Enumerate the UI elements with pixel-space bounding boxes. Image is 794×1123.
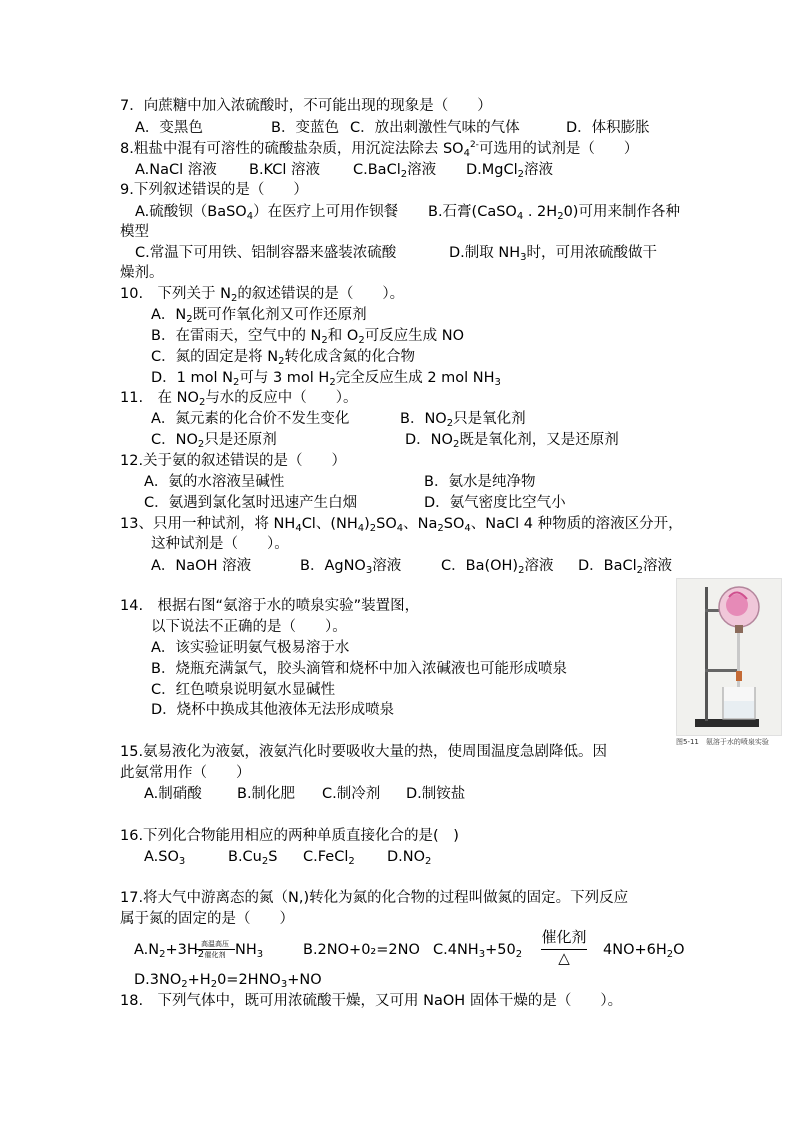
q12-option-d: D．氨气密度比空气小	[424, 495, 566, 511]
q12-option-a: A．氨的水溶液呈碱性	[144, 474, 285, 490]
q9-stem: 9.下列叙述错误的是（ ）	[120, 182, 308, 198]
q7-option-a: A．变黑色	[135, 120, 203, 136]
fountain-experiment-figure	[676, 578, 782, 736]
q9-option-b: B.石膏(CaSO$_4$ . $2H_20$)可用来制作各种	[428, 204, 680, 222]
q14-option-a: A．该实验证明氨气极易溶于水	[151, 640, 350, 656]
q16-option-d: $D.NO_2$	[387, 849, 432, 867]
q14-stem: 14. 根据右图“氨溶于水的喷泉实验”装置图，	[120, 598, 420, 614]
q15-stem: 15.氨易液化为液氨，液氨汽化时要吸收大量的热，使周围温度急剧降低。因	[120, 744, 608, 760]
q13-option-b: B．AgNO$_3$溶液	[300, 558, 402, 576]
q7-option-d: D．体积膨胀	[566, 120, 650, 136]
q10-option-d: D．1 mol $N_2$可与 3 mol $H_2$完全反应生成 2 mol $NH_3$	[151, 370, 501, 388]
q18-stem: 18. 下列气体中，既可用浓硫酸干燥，又可用 NaOH 固体干燥的是（ ）。	[120, 993, 623, 1009]
q12-stem: 12.关于氨的叙述错误的是（ ）	[120, 453, 347, 469]
q17-stem-cont: 属于氮的固定的是（ ）	[120, 911, 294, 927]
q15-option-c: C.制冷剂	[322, 786, 381, 802]
q16-option-b: $B.Cu_2S$	[228, 849, 278, 867]
q14-option-b: B．烧瓶充满氯气，胶头滴管和烧杯中加入浓碱液也可能形成喷泉	[151, 661, 567, 677]
q16-option-c: C.FeCl$_2$	[303, 849, 355, 867]
q11-option-a: A．氮元素的化合价不发生变化	[151, 411, 350, 427]
q11-option-d: D．$NO_2$既是氧化剂，又是还原剂	[405, 432, 619, 450]
q13-option-d: D．BaCl$_2$溶液	[578, 558, 673, 576]
q15-option-b: B.制化肥	[237, 786, 296, 802]
q7-option-c: C．放出刺激性气味的气体	[350, 120, 520, 136]
q16-option-a: $A.SO_3$	[144, 849, 186, 867]
q8-option-d: D.MgCl$_2$溶液	[466, 162, 554, 180]
q13-stem-cont: 这种试剂是（ ）。	[151, 536, 289, 552]
q10-option-b: B．在雷雨天，空气中的 $N_2$和 $O_2$可反应生成 NO	[151, 328, 465, 346]
q16-stem: 16.下列化合物能用相应的两种单质直接化合的是( )	[120, 828, 459, 844]
q13-stem: 13、只用一种试剂，将 $NH_4Cl$、$(NH_4)_2SO_4$、$Na_2SO_4$、NaCl 4 种物质的溶液区分开，	[120, 516, 683, 534]
q10-stem: 10. 下列关于 $N_2$的叙述错误的是（ ）。	[120, 286, 405, 304]
q9-option-d-cont: 燥剂。	[120, 265, 164, 281]
q14-stem-cont: 以下说法不正确的是（ ）。	[151, 619, 347, 635]
q10-option-c: C．氮的固定是将 $N_2$转化成含氮的化合物	[151, 349, 415, 367]
q8-option-b: B.KCl 溶液	[249, 162, 321, 178]
q17-option-b: B.2NO+0₂=2NO	[303, 942, 420, 958]
q9-option-d: D.制取 $NH_3$时，可用浓硫酸做干	[449, 245, 658, 263]
q7-option-b: B．变蓝色	[271, 120, 339, 136]
q12-option-b: B．氨水是纯净物	[424, 474, 536, 490]
q9-option-a: A.硫酸钡（BaSO$_4$）在医疗上可用作钡餐	[135, 204, 399, 222]
fountain-apparatus-illustration	[677, 579, 781, 735]
q17-option-d: $D.3NO_2+H_20=2HNO_3+NO$	[134, 972, 322, 990]
q17-option-a-product: $NH_3$	[235, 942, 264, 960]
q7-stem: 7．向蔗糖中加入浓硫酸时，不可能出现的现象是（ ）	[120, 98, 492, 114]
q17-option-a-reactants: $A.N_2+3H_2$	[134, 942, 205, 960]
q8-stem: 8.粗盐中混有可溶性的硫酸盐杂质，用沉淀法除去 $SO_4^{2-}$可选用的试剂是（ ）	[120, 140, 639, 159]
q8-option-a: A.NaCl 溶液	[135, 162, 217, 178]
q15-stem-cont: 此氨常用作（ ）	[120, 765, 251, 781]
q14-option-c: C．红色喷泉说明氨水显碱性	[151, 682, 336, 698]
q17-option-a-conditions: 高温高压 催化剂	[195, 940, 235, 959]
figure-caption: 图5-11 氨溶于水的喷泉实验	[676, 738, 769, 746]
q13-option-c: C．$Ba(OH)_2$溶液	[441, 558, 554, 576]
q11-option-c: C．$NO_2$只是还原剂	[151, 432, 277, 450]
q17-option-c-products: $4NO+6H_2O$	[603, 942, 685, 960]
q11-stem: 11. 在 $NO_2$与水的反应中（ ）。	[120, 390, 358, 408]
q10-option-a: A．$N_2$既可作氧化剂又可作还原剂	[151, 307, 367, 325]
q13-option-a: A．NaOH 溶液	[151, 558, 252, 574]
q17-stem: 17.将大气中游离态的氮（N,)转化为氮的化合物的过程叫做氮的固定。下列反应	[120, 890, 629, 906]
q9-option-b-cont: 模型	[120, 224, 149, 240]
q9-option-c: C.常温下可用铁、铝制容器来盛装浓硫酸	[135, 245, 397, 261]
q17-option-c-conditions: 催化剂 △	[541, 928, 587, 967]
q15-option-d: D.制铵盐	[406, 786, 466, 802]
q17-option-c-reactants: $C.4NH_3+50_2$	[433, 942, 523, 960]
q12-option-c: C．氨遇到氯化氢时迅速产生白烟	[144, 495, 358, 511]
q15-option-a: A.制硝酸	[144, 786, 202, 802]
q8-option-c: C.BaCl$_2$溶液	[353, 162, 437, 180]
q11-option-b: B．$NO_2$只是氧化剂	[400, 411, 526, 429]
q14-option-d: D．烧杯中换成其他液体无法形成喷泉	[151, 702, 395, 718]
